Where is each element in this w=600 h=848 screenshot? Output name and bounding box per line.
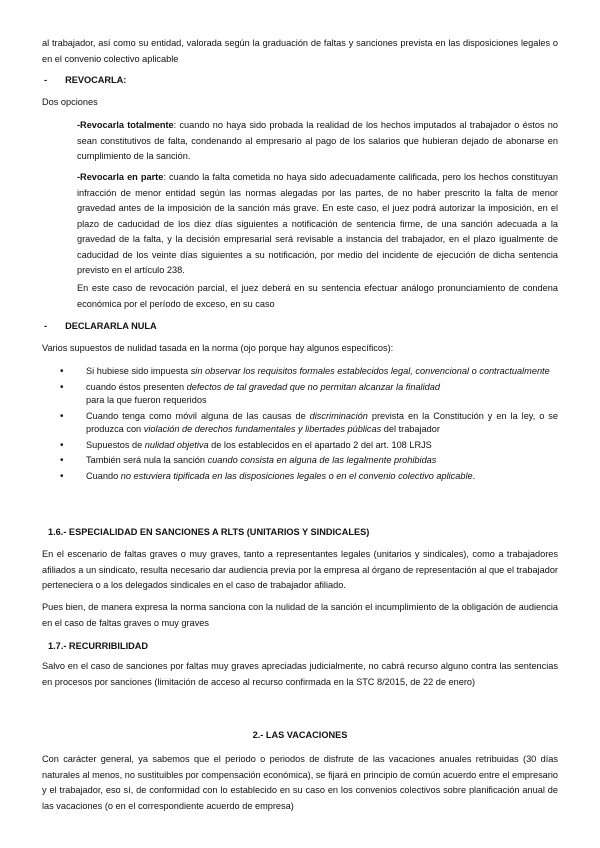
bullet-icon: • — [60, 439, 64, 451]
list-item: • También será nula la sanción cuando consista en alguna de las legalmente prohibidas — [60, 455, 437, 466]
bullet-icon: • — [60, 366, 64, 377]
revocarla-en-parte-text: : cuando la falta cometida no haya sido adecuadamente calificada, pero los hechos constituyan infracción de menor entidad según las normas alegadas por las partes, de no haber prescrito la falta de menor gravedad antes de la imposición de la sanción más grave. En este caso, el juez podrá autorizar la imposición, en el plazo de caducidad de los diez días siguientes a notificación de sentencia firme, de una sanción adecuada a la gravedad de la falta, y la decisión empresarial será revisable a instancia del trabajador, en el plazo igualmente de caducidad de los veinte días siguientes a su notificación, por medio del incidente de ejecución de dicha sentencia previsto en el artículo 238. — [77, 172, 559, 275]
section-2-heading: 2.- LAS VACACIONES — [252, 730, 348, 740]
revocarla-en-parte-paragraph — [77, 170, 558, 279]
bullet-icon: • — [60, 455, 64, 466]
declararla-nula-heading — [44, 320, 157, 333]
dash-marker: - — [44, 321, 48, 331]
dash-marker: - — [44, 75, 48, 85]
list-item: • Cuando no estuviera tipificada en las disposiciones legales o en el convenio colectivo aplicable. — [60, 470, 476, 482]
section-2-paragraph: Con carácter general, ya sabemos que el periodo o periodos de disfrute de las vacaciones anuales retribuidas (30 días naturales al menos, no sustituibles por compensación económica), se fijará en principio de común acuerdo entre el empresario y el trabajador, eso sí, de conformidad con lo establecido en su caso en los convenios colectivos sobre planificación anual de las vacaciones (o en el correspondiente acuerdo de empresa) — [42, 754, 558, 811]
intro-paragraph: al trabajador, así como su entidad, valorada según la graduación de faltas y sanciones prevista en las disposiciones legales o en el convenio colectivo aplicable — [42, 38, 558, 64]
list-item: • Cuando tenga como móvil alguna de las causas de discriminación prevista en la Constitución y en la ley, o se produzca con violación de derechos fundamentales y libertades públicas del trabajador — [60, 410, 559, 434]
section-1-6-paragraph-2: Pues bien, de manera expresa la norma sanciona con la nulidad de la sanción el incumplimiento de la obligación de audiencia en el caso de faltas graves o muy graves — [42, 602, 558, 628]
varios-supuestos-text: Varios supuestos de nulidad tasada en la norma (ojo porque hay algunos específicos): — [42, 343, 394, 353]
revocarla-heading — [44, 74, 126, 87]
list-item: • Si hubiese sido impuesta sin observar los requisitos formales establecidos legal, convencional o contractualmente — [60, 366, 550, 377]
section-1-7-paragraph: Salvo en el caso de sanciones por faltas muy graves apreciadas judicialmente, no cabrá recurso alguno contra las sentencias en procesos por sanciones (limitación de acceso al recurso confirmada en la STC 8/2015, de 22 de enero) — [42, 661, 558, 687]
section-1-6-heading: 1.6.- ESPECIALIDAD EN SANCIONES A RLTS (UNITARIOS Y SINDICALES) — [48, 527, 370, 537]
bullet-icon: • — [60, 410, 64, 422]
bullet-icon: • — [60, 381, 64, 393]
revocarla-totalmente-paragraph — [77, 118, 558, 165]
revocarla-en-parte-label: -Revocarla en parte — [77, 172, 164, 182]
bullet-icon: • — [60, 470, 64, 482]
section-1-6-paragraph-1: En el escenario de faltas graves o muy graves, tanto a representantes legales (unitarios y sindicales), como a trabajadores afiliados a un sindicato, resulta necesario dar audiencia previa por la empresa al órgano de representación al que el trabajador perteneciera o a los delegados sindicales en el caso de trabajador afiliado. — [42, 549, 558, 590]
list-item: • Supuestos de nulidad objetiva de los establecidos en el apartado 2 del art. 108 LRJS — [60, 439, 432, 451]
section-1-7-heading: 1.7.- RECURRIBILIDAD — [48, 641, 149, 651]
revocacion-parcial-paragraph: En este caso de revocación parcial, el juez deberá en su sentencia efectuar análogo pronunciamiento de condena económica por el período de exceso, en su caso — [77, 283, 558, 309]
revocarla-totalmente-label: -Revocarla totalmente — [77, 120, 174, 130]
dos-opciones-text: Dos opciones — [42, 97, 98, 107]
revocarla-title: REVOCARLA: — [65, 75, 127, 85]
list-item: • cuando éstos presenten defectos de tal gravedad que no permitan alcanzar la finalidad para la que fueron requeridos — [60, 381, 440, 405]
declararla-nula-title: DECLARARLA NULA — [65, 321, 157, 331]
revocarla-totalmente-text: : cuando no haya sido probada la realidad de los hechos imputados al trabajador o éstos no sean constitutivos de falta, condenando al empresario al pago de los salarios que hubieran dejado de abonarse en cumplimiento de la sanción. — [77, 120, 558, 161]
nulidad-list — [58, 365, 558, 485]
